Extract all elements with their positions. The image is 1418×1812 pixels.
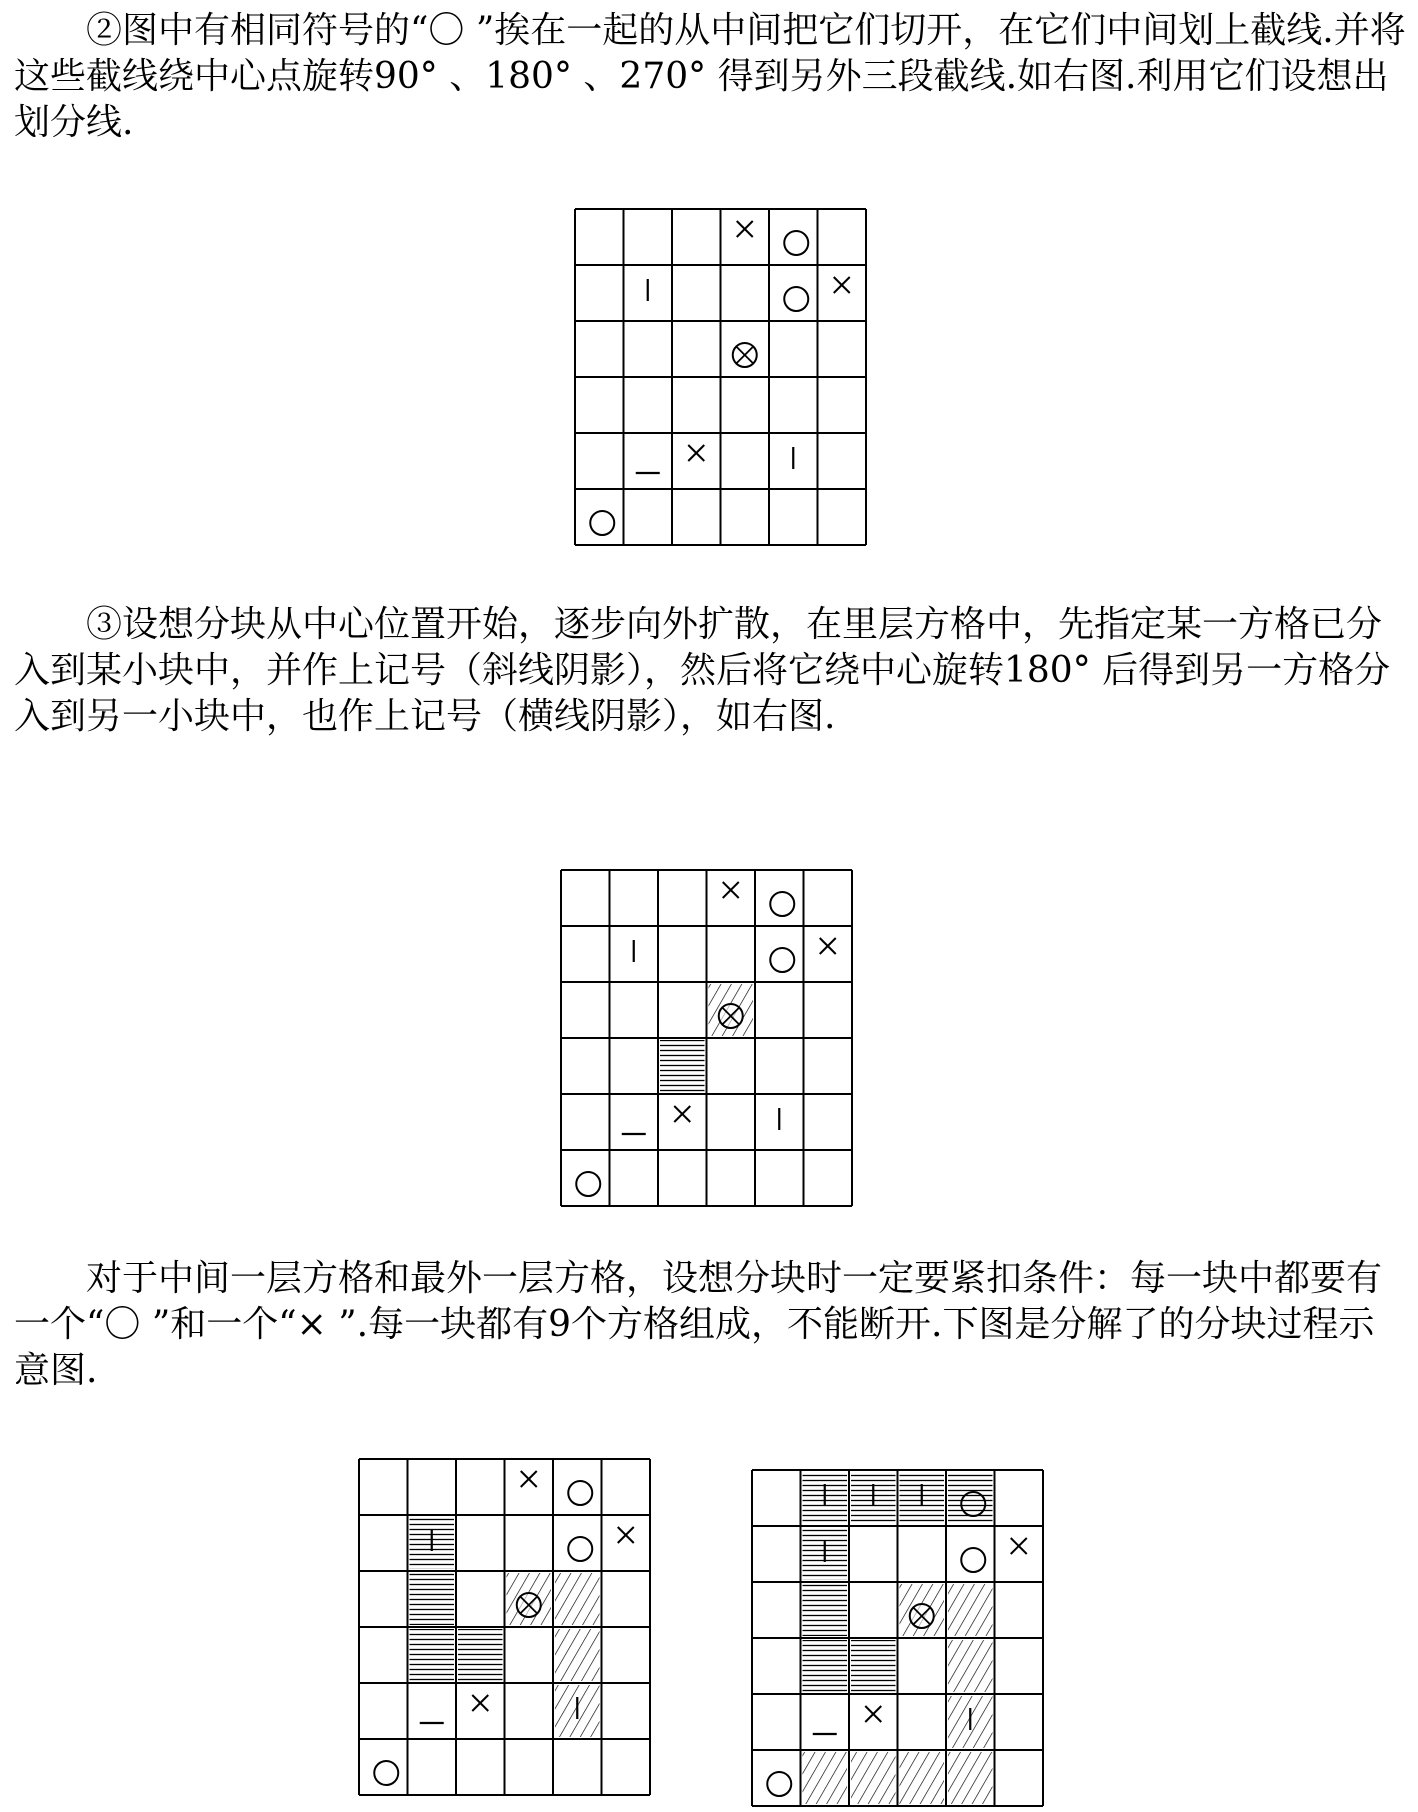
circle-symbol — [568, 1537, 592, 1561]
diagonal-hatch-cell — [948, 1584, 993, 1636]
cross-symbol — [820, 938, 836, 954]
paragraph-step-3: ③设想分块从中心位置开始，逐步向外扩散，在里层方格中，先指定某一方格已分入到某小块中，并作上记号（斜线阴影），然后将它绕中心旋转180° 后得到另一方格分入到另一小块中，也作上记号（横线阴影），如右图. — [14, 604, 1391, 737]
grid-figure-1 — [573, 207, 867, 547]
diagonal-hatch-cell — [948, 1640, 993, 1692]
circle-symbol — [568, 1481, 592, 1505]
horizontal-hatch-cell — [410, 1573, 455, 1625]
horizontal-hatch-cell — [410, 1629, 455, 1681]
cross-symbol — [521, 1471, 537, 1487]
cross-symbol — [865, 1706, 881, 1722]
paragraph-partition: 对于中间一层方格和最外一层方格，设想分块时一定要紧扣条件：每一块中都要有一个“〇 ”和一个“× ”.每一块都有9个方格组成，不能断开.下图是分解了的分块过程示意图. — [14, 1258, 1383, 1391]
diagonal-hatch-cell — [555, 1573, 600, 1625]
diagonal-hatch-cell — [851, 1752, 896, 1804]
diagonal-hatch-cell — [555, 1629, 600, 1681]
cross-symbol — [737, 221, 753, 237]
grid-figure-3 — [357, 1457, 651, 1797]
horizontal-hatch-cell — [660, 1040, 705, 1092]
circle-symbol — [784, 287, 808, 311]
circle-symbol — [784, 231, 808, 255]
horizontal-hatch-cell — [458, 1629, 503, 1681]
circled-cross-symbol — [733, 343, 757, 367]
circle-symbol — [767, 1772, 791, 1796]
grid-figure-4 — [750, 1468, 1044, 1808]
cross-symbol — [688, 445, 704, 461]
circle-symbol — [961, 1548, 985, 1572]
circle-symbol — [770, 948, 794, 972]
cross-symbol — [618, 1527, 634, 1543]
horizontal-hatch-cell — [851, 1640, 896, 1692]
cross-symbol — [1011, 1538, 1027, 1554]
horizontal-hatch-cell — [803, 1584, 848, 1636]
horizontal-hatch-cell — [803, 1640, 848, 1692]
circled-cross-symbol — [910, 1604, 934, 1628]
cross-symbol — [472, 1695, 488, 1711]
diagonal-hatch-cell — [803, 1752, 848, 1804]
diagonal-hatch-cell — [948, 1752, 993, 1804]
cross-symbol — [674, 1106, 690, 1122]
circled-cross-symbol — [719, 1004, 743, 1028]
diagonal-hatch-cell — [900, 1752, 945, 1804]
grid-figure-2 — [559, 868, 853, 1208]
circle-symbol — [576, 1172, 600, 1196]
paragraph-step-2: ②图中有相同符号的“〇 ”挨在一起的从中间把它们切开，在它们中间划上截线.并将这些截线绕中心点旋转90° 、180° 、270° 得到另外三段截线.如右图.利用它们设想出划分线. — [14, 10, 1406, 143]
circle-symbol — [374, 1761, 398, 1785]
cross-symbol — [723, 882, 739, 898]
cross-symbol — [834, 277, 850, 293]
circled-cross-symbol — [517, 1593, 541, 1617]
circle-symbol — [590, 511, 614, 535]
circle-symbol — [770, 892, 794, 916]
